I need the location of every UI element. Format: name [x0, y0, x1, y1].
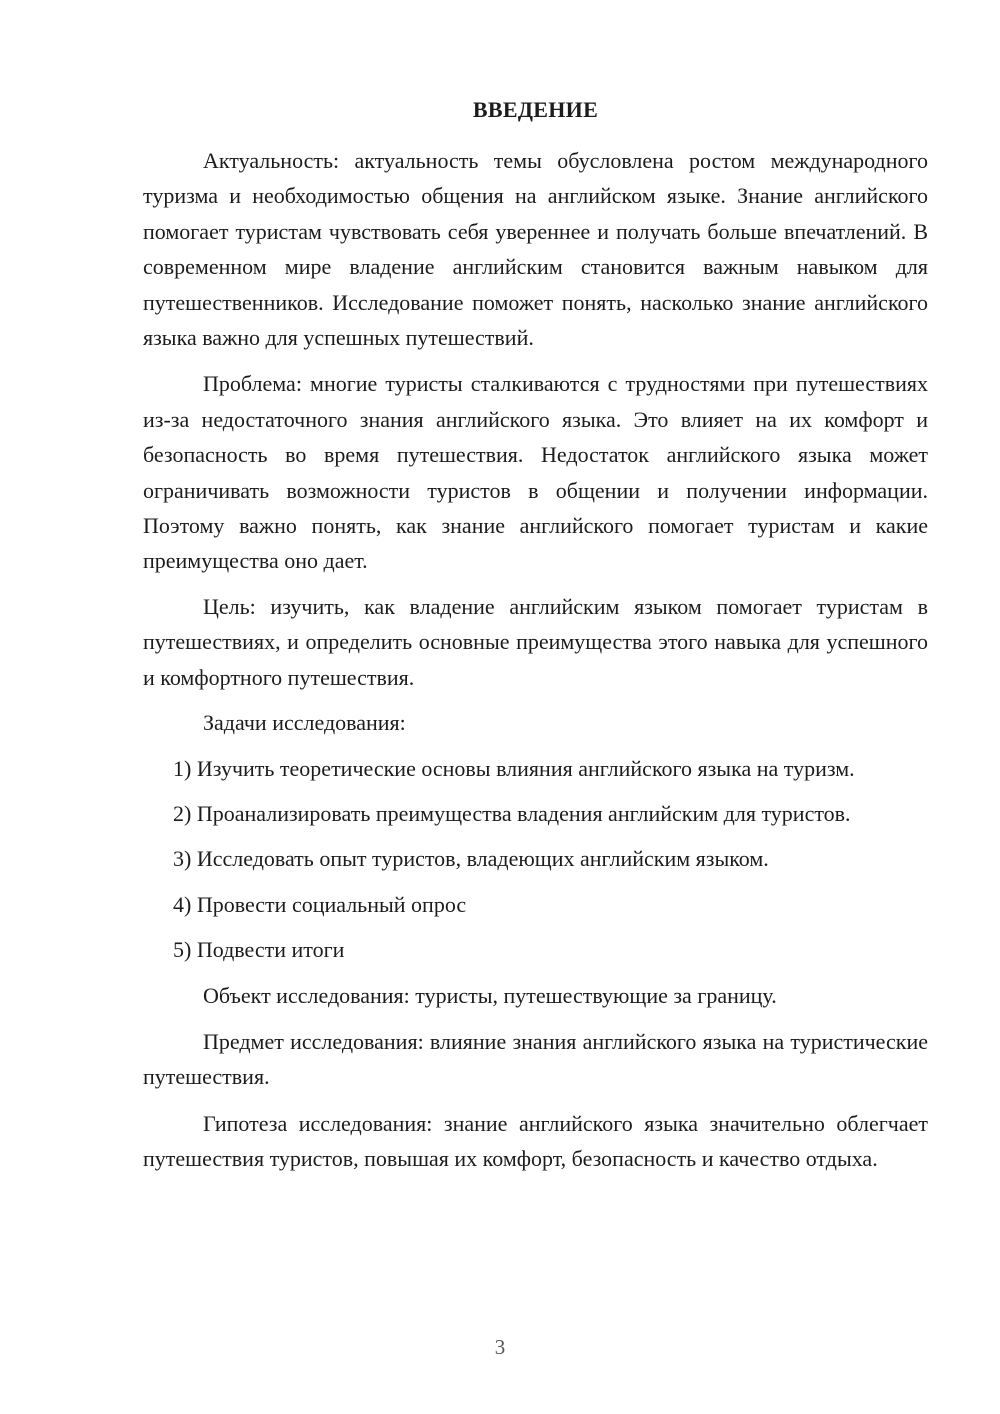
subject-paragraph: Предмет исследования: влияние знания английского языка на туристические путешествия. — [143, 1028, 928, 1090]
list-item: 3) Исследовать опыт туристов, владеющих английским языком. — [173, 846, 769, 872]
document-page — [143, 95, 928, 1177]
list-item: 4) Провести социальный опрос — [173, 891, 467, 917]
hypothesis-paragraph: Гипотеза исследования: знание английского языка значительно облегчает путешествия туристов, повышая их комфорт, безопасность и качество отдыха. — [143, 1110, 928, 1172]
relevance-paragraph: Актуальность: актуальность темы обусловлена ростом международного туризма и необходимостью общения на английском языке. Знание английского помогает туристам чувствовать себя увереннее и получать больше впечатлений. В современном мире владение английским становится важным навыком для путешественников. Исследование поможет понять, насколько знание английского языка важно для успешных путешествий. — [143, 148, 928, 351]
tasks-list — [143, 751, 928, 968]
tasks-title: Задачи исследования: — [203, 710, 406, 736]
list-item: 5) Подвести итоги — [173, 937, 345, 963]
object-paragraph: Объект исследования: туристы, путешествующие за границу. — [203, 982, 777, 1008]
list-item: 1) Изучить теоретические основы влияния английского языка на туризм. — [173, 755, 855, 781]
page-number: 3 — [494, 1335, 506, 1359]
problem-paragraph: Проблема: многие туристы сталкиваются с трудностями при путешествиях из-за недостаточного знания английского языка. Это влияет на их комфорт и безопасность во время путешествия. Недостаток английского языка может ограничивать возможности туристов в общении и получении информации. Поэтому важно понять, как знание английского помогает туристам и какие преимущества оно дает. — [143, 371, 928, 574]
list-item: 2) Проанализировать преимущества владения английским для туристов. — [173, 800, 851, 826]
section-heading: ВВЕДЕНИЕ — [472, 97, 599, 122]
goal-paragraph: Цель: изучить, как владение английским языком помогает туристам в путешествиях, и определить основные преимущества этого навыка для успешного и комфортного путешествия. — [143, 593, 928, 690]
